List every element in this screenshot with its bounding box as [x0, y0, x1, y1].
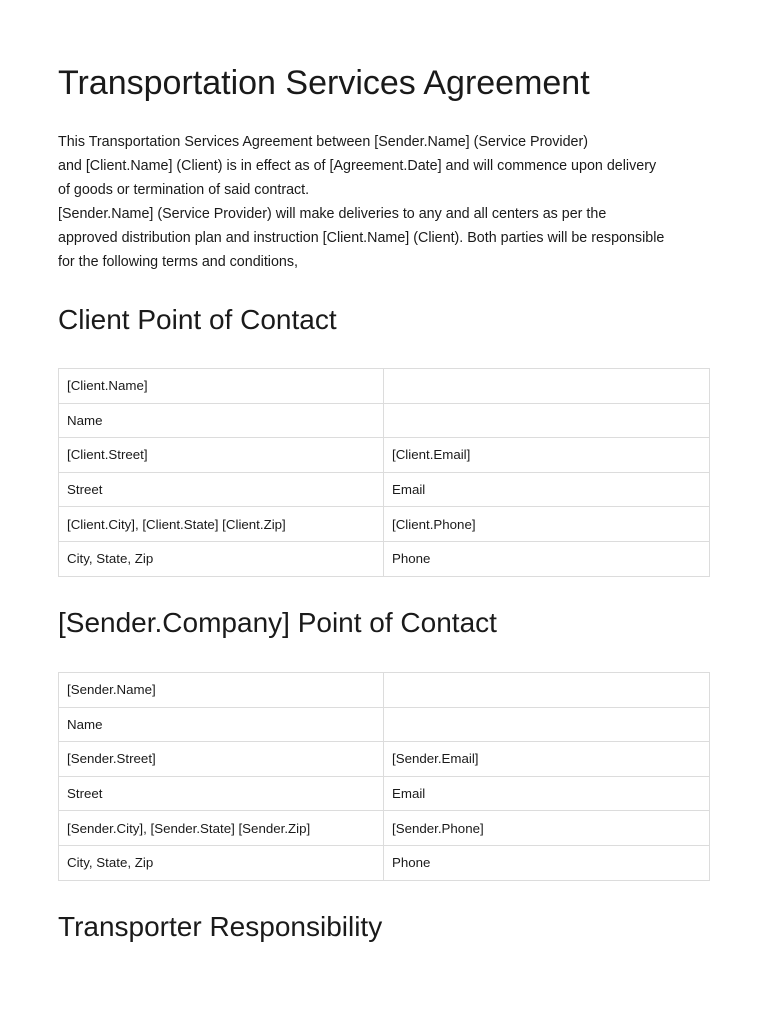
table-cell: [Client.Street] [59, 438, 384, 473]
table-cell [384, 369, 710, 404]
table-cell: [Client.Name] [59, 369, 384, 404]
client-contact-heading: Client Point of Contact [58, 304, 337, 335]
table-cell: Name [59, 707, 384, 742]
intro-line: of goods or termination of said contract. [58, 182, 310, 198]
table-row [59, 507, 710, 542]
table-cell: Street [59, 472, 384, 507]
table-row [59, 403, 710, 438]
intro-line: and [Client.Name] (Client) is in effect as of [Agreement.Date] and will commence upon delivery [58, 158, 657, 174]
table-cell: [Client.Phone] [384, 507, 710, 542]
sender-contact-heading: [Sender.Company] Point of Contact [58, 607, 497, 638]
table-cell: [Sender.Email] [384, 742, 710, 777]
intro-line: for the following terms and conditions, [58, 254, 298, 270]
table-row [59, 742, 710, 777]
intro-line: approved distribution plan and instruction [Client.Name] (Client). Both parties will be responsible [58, 230, 665, 246]
table-cell: [Client.City], [Client.State] [Client.Zip] [59, 507, 384, 542]
intro-paragraph [58, 130, 718, 274]
document-title: Transportation Services Agreement [58, 64, 590, 102]
table-row [59, 845, 710, 880]
table-row [59, 438, 710, 473]
table-cell: Email [384, 472, 710, 507]
table-row [59, 472, 710, 507]
table-cell: Name [59, 403, 384, 438]
table-cell [384, 403, 710, 438]
sender-contact-table [58, 672, 710, 881]
table-cell [384, 673, 710, 708]
table-cell: City, State, Zip [59, 541, 384, 576]
table-row [59, 369, 710, 404]
table-cell: [Sender.Name] [59, 673, 384, 708]
table-row [59, 811, 710, 846]
table-row [59, 673, 710, 708]
table-row [59, 541, 710, 576]
transporter-responsibility-heading: Transporter Responsibility [58, 911, 383, 942]
intro-line: [Sender.Name] (Service Provider) will make deliveries to any and all centers as per the [58, 206, 607, 222]
table-cell [384, 707, 710, 742]
table-cell: Phone [384, 541, 710, 576]
client-contact-table [58, 368, 710, 577]
table-row [59, 776, 710, 811]
table-cell: [Sender.Street] [59, 742, 384, 777]
table-cell: [Client.Email] [384, 438, 710, 473]
intro-line: This Transportation Services Agreement between [Sender.Name] (Service Provider) [58, 134, 589, 150]
table-cell: [Sender.Phone] [384, 811, 710, 846]
table-cell: Email [384, 776, 710, 811]
table-row [59, 707, 710, 742]
table-cell: [Sender.City], [Sender.State] [Sender.Zip] [59, 811, 384, 846]
table-cell: City, State, Zip [59, 845, 384, 880]
table-cell: Phone [384, 845, 710, 880]
table-cell: Street [59, 776, 384, 811]
